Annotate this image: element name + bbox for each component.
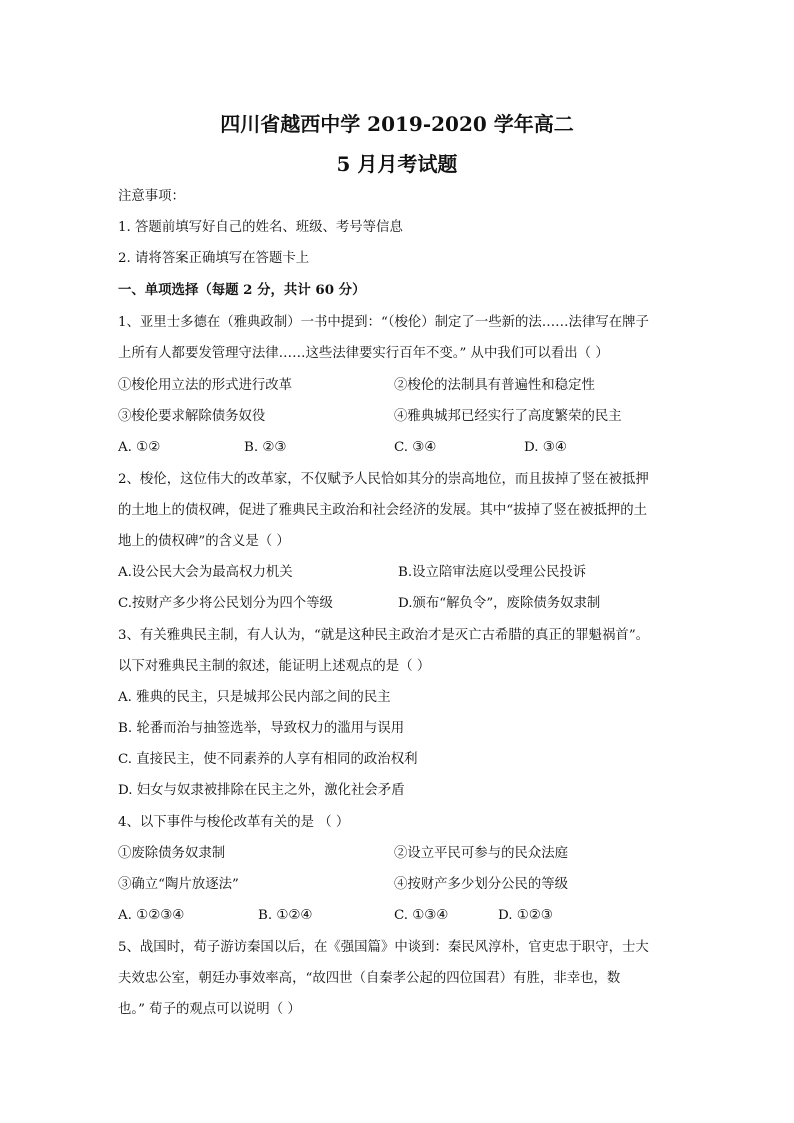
notice-heading: 注意事项： xyxy=(118,189,185,204)
q3-line-2: 以下对雅典民主制的叙述，能证明上述观点的是（ ） xyxy=(118,659,431,674)
q4-statement-1: ①废除债务奴隶制 xyxy=(118,846,226,861)
q4-statement-3: ③确立“陶片放逐法” xyxy=(118,877,239,892)
q1-statement-2: ②梭伦的法制具有普遍性和稳定性 xyxy=(394,378,595,393)
q4-option-d: D. ①②③ xyxy=(498,908,553,923)
q2-line-1: 2、梭伦，这位伟大的改革家，不仅赋予人民恰如其分的崇高地位，而且拔掉了竖在被抵押 xyxy=(118,472,649,487)
q4-statement-2: ②设立平民可参与的民众法庭 xyxy=(394,846,569,861)
exam-subtitle: 5 月月考试题 xyxy=(336,152,458,176)
q3-option-b: B. 轮番而治与抽签选举，导致权力的滥用与误用 xyxy=(118,721,405,736)
notice-item-2: 2. 请将答案正确填写在答题卡上 xyxy=(118,251,310,266)
q1-option-a: A. ①② xyxy=(118,440,161,455)
q1-option-c: C. ③④ xyxy=(394,440,437,455)
q3-option-a: A. 雅典的民主，只是城邦公民内部之间的民主 xyxy=(118,690,391,705)
q4-statement-4: ④按财产多少划分公民的等级 xyxy=(394,877,569,892)
q3-line-1: 3、有关雅典民主制，有人认为，“就是这种民主政治才是灭亡古希腊的真正的罪魁祸首”。 xyxy=(118,628,650,643)
q4-option-c: C. ①③④ xyxy=(394,908,449,923)
exam-title: 四川省越西中学 2019-2020 学年高二 xyxy=(220,112,574,136)
q1-option-d: D. ③④ xyxy=(524,440,567,455)
section-heading: 一、单项选择（每题 2 分，共计 60 分） xyxy=(118,282,366,298)
q3-option-d: D. 妇女与奴隶被排除在民主之外，激化社会矛盾 xyxy=(118,783,405,798)
q2-option-d: D.颁布“解负令”，废除债务奴隶制 xyxy=(398,596,601,611)
q1-line-1: 1、亚里士多德在（雅典政制）一书中提到：“（梭伦）制定了一些新的法……法律写在牌子 xyxy=(118,315,649,330)
q2-line-2: 的土地上的债权碑，促进了雅典民主政治和社会经济的发展。其中“拔掉了竖在被抵押的土 xyxy=(118,503,648,518)
q2-option-a: A.设公民大会为最高权力机关 xyxy=(118,565,293,580)
q2-line-3: 地上的债权碑”的含义是（ ） xyxy=(118,534,290,549)
q4-line-1: 4、以下事件与梭伦改革有关的是 （ ） xyxy=(118,815,350,830)
q4-option-b: B. ①②④ xyxy=(258,908,313,923)
q2-option-c: C.按财产多少将公民划分为四个等级 xyxy=(118,596,333,611)
q1-statement-3: ③梭伦要求解除债务奴役 xyxy=(118,409,266,424)
q1-option-b: B. ②③ xyxy=(244,440,287,455)
q5-line-3: 也。” 荀子的观点可以说明（ ） xyxy=(118,1002,301,1017)
q2-option-b: B.设立陪审法庭以受理公民投诉 xyxy=(398,565,587,580)
notice-item-1: 1. 答题前填写好自己的姓名、班级、考号等信息 xyxy=(118,220,403,235)
q5-line-1: 5、战国时，荀子游访秦国以后，在《强国篇》中谈到：秦民风淳朴，官吏忠于职守，士大 xyxy=(118,940,649,955)
q1-line-2: 上所有人都要发管理守法律……这些法律要实行百年不变。” 从中我们可以看出（ ） xyxy=(118,346,609,361)
q5-line-2: 夫效忠公室，朝廷办事效率高，“故四世（自秦孝公起的四位国君）有胜，非幸也，数 xyxy=(118,971,621,986)
q1-statement-1: ①梭伦用立法的形式进行改革 xyxy=(118,378,293,393)
q4-option-a: A. ①②③④ xyxy=(118,908,185,923)
q1-statement-4: ④雅典城邦已经实行了高度繁荣的民主 xyxy=(394,409,622,424)
q3-option-c: C. 直接民主，使不同素养的人享有相同的政治权利 xyxy=(118,752,418,767)
